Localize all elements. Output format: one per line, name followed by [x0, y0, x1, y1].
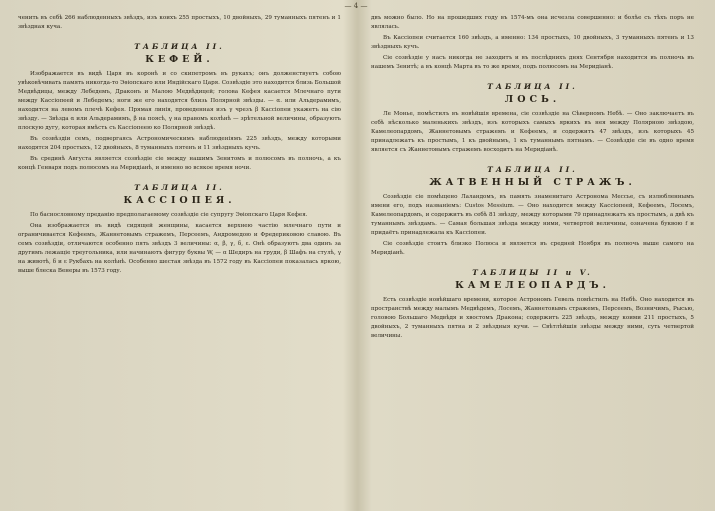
cepheus-paragraph-1: Изображается въ видѣ Царя въ коронѣ и со скипетромъ въ рукахъ; онъ долженствуетъ собою увѣковѣчивать память никогда-то Эѳіопскаго или Индійскаго Царя. Созвѣздіе это находится близь Большой Медвѣдицы, между Лебедемъ, Драконъ и Малою Медвѣдицей; голова Кефея касается Млечнаго пути между Кассіопеей и Лебедемъ; ноги же его находятся близь Полярной звѣзды. — α. или Альдерамимъ, находится на левомъ плечѣ Кефея. Прямая линія, проведенная изъ γ чрезъ β Кассіопеи укажетъ на сію звѣзду. — Звѣзда α или Альдерамимъ, β на поясѣ, γ на правомъ колѣнѣ — зрѣтельной величины, образуютъ плоскую дугу, которая вмѣсть съ Кассіопеею ко Полярной звѣздѣ. [18, 71, 341, 131]
cepheus-paragraph-2: Въ созвѣздіи семъ, подвергаясь Астрономическимъ наблюденіямъ 225 звѣздъ, между которыми находятся 204 простыхъ, 12 двойныхъ, 8 туманныхъ пятенъ и 11 звѣздныхъ кучъ. [18, 136, 341, 151]
custos-table-heading: ТАБЛИЦА II. [487, 165, 578, 174]
page-number: — 4 — [344, 2, 368, 10]
right-intro-paragraph: двъ можно было. Но на прошедших году въ 1574-мъ она исчезла совершенно: и болѣе съ тѣхъ поръ не являлась. [371, 15, 694, 30]
right-column [371, 14, 694, 343]
cepheus-title: КЕФЕЙ. [145, 54, 214, 65]
cepheus-table-heading: ТАБЛИЦА II. [134, 42, 225, 51]
cassiopeia-paragraph-1: По баснословному преданію предполагаемому созвѣздіе сіе супругу Эѳіопскаго Царя Кефея. [30, 212, 308, 218]
custos-messium-title: ЖАТВЕННЫЙ СТРАЖЪ. [429, 177, 636, 188]
camelopardus-title: КАМЕЛЕОПАРДЪ. [455, 280, 610, 291]
left-column [18, 14, 341, 278]
cassiopeia-title: КАССІОПЕЯ. [123, 195, 236, 206]
camelopardus-table-heading: ТАБЛИЦЫ II и V. [472, 268, 593, 277]
custos-paragraph-2: Сіе созвѣздіе стоитъ близко Полюса и является въ средней Ноября въ полночь выше самого на Меридіанѣ. [371, 241, 694, 256]
right-intro-paragraph-2: Въ Кассіопеи считается 160 звѣздъ, а именно: 134 простыхъ, 10 двойныхъ, 3 туманныхъ пятенъ и 13 звѣздныхъ кучъ. [371, 35, 694, 50]
lynx-table-heading: ТАБЛИЦА II. [487, 82, 578, 91]
cepheus-paragraph-3: Въ срединѣ Августа является созвѣздіе сіе между нашимъ Зенитомъ и полюсомъ въ полночь, а къ концѣ Генваря подъ полюсомъ на Меридіанѣ, и именно во всякое время ночи. [18, 156, 341, 171]
left-intro-paragraph: ченить въ себѣ 266 наблюденныхъ звѣздъ, изъ коихъ 255 простыхъ, 10 двойныхъ, 29 туманныхъ пятенъ и 1 звѣздная куча. [18, 15, 341, 30]
right-intro-paragraph-3: Сіе созвѣздіе у насъ никогда не заходитъ и въ послѣднихъ днях Сентября находится въ полночь въ нашемъ Зенитѣ; а въ концѣ Марта въ то же время, подъ полюсомъ на Меридіанѣ. [371, 55, 694, 70]
los-title: ЛОСЬ. [504, 94, 561, 105]
cassiopeia-table-heading: ТАБЛИЦА II. [134, 183, 225, 192]
los-paragraph-1: Ле Монье, помѣстилъ въ новѣйшія времена, сіе созвѣздіе на Сѣверномъ Небѣ. — Оно заключаетъ въ себѣ нѣсколько маленькихъ звѣздъ, изъ которыхъ самыхъ яркихъ въ нея между Полярною звѣздою, Камелеопардомъ, Жаннетовымъ стражемъ и Кефеемъ, и содержитъ 47 звѣздъ, изъ которыхъ 45 принадлежатъ къ простымъ, 1 къ двойнымъ, 1 къ туманнымъ пятнамъ. — Созвѣздіе сіе въ одно время является съ Жаннетовымъ стражемъ восходитъ на Меридіанѣ. [371, 111, 694, 153]
camelopardus-paragraph-1: Есть созвѣздіе новѣйшаго времени, которое Астрономъ Гевель помѣстилъ на Небѣ. Оно находится въ пространствѣ между малымъ Медвѣдемъ, Лосемъ, Жаннетовымъ стражемъ, Персеемъ, Возничимъ, Рысью, головою Большаго Медвѣдя и хвостомъ Дракона; содержитъ 225 звѣздъ, между коими 211 простыхъ, 5 двойныхъ, 2 туманныхъ пятна и 2 звѣздныя кучи. — Свѣтлѣйшія звѣзды между ними, суть четвертой величины. [371, 297, 694, 339]
cassiopeia-paragraph-2: Она изображается въ видѣ сидящей женщины, касается верхнею частію млечнаго пути и ограничивается Кефеемъ, Жаннетовымъ стражемъ, Персеемъ, Андромедою и Фредериковою славою. Въ семъ созвѣздіи, отличаются особенно пять звѣздъ 3 величины: α, β, γ, δ, ε. Онѣ образуютъ два одинъ за другимъ лежащіе треугольника, или начинаютъ фигуру буквы W, — α Шедиръ на груди, β Шафъ на стулѣ, γ на животѣ, δ и ε Рукбахъ на колѣнѣ. Особенно шестая звѣзда въ 1572 году въ Кассіопеи показалась яркою, выше блеска Венеры въ 1573 году. [18, 223, 341, 274]
custos-paragraph-1: Созвѣздіе сіе помѣщено Лаландомъ, въ память знаменитаго Астронома Мессье, съ излюбленнымъ имени его, подъ названіемъ: Custos Messium. — Оно находится между Кассіопеей, Кефеемъ, Лосемъ, Камелеопардомъ, и содержитъ въ себѣ 81 звѣзду, между которыми 79 принадлежатъ къ простымъ, а двѣ къ туманнымъ звѣздамъ. — Самая большая звѣзда между ними, четвертой величины, означена буквою f и придаётъ принадлежала къ Кассіопеи. [371, 194, 694, 236]
